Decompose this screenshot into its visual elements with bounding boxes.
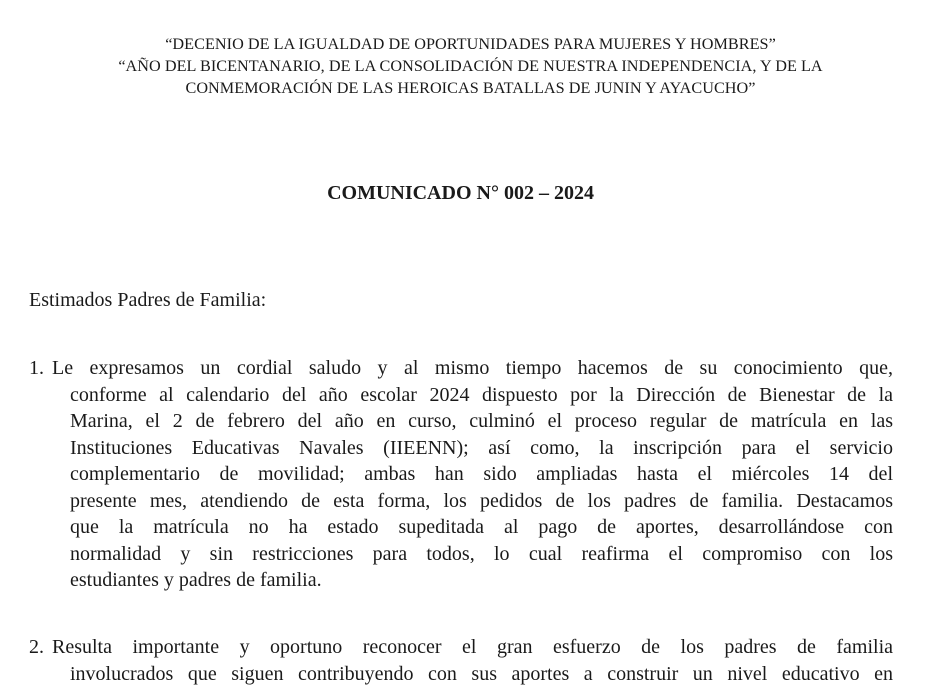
paragraph-line: presente mes, atendiendo de esta forma, los pedidos de los padres de familia. Destacamos xyxy=(70,488,893,515)
paragraph-line: normalidad y sin restricciones para todos, lo cual reafirma el compromiso con los xyxy=(70,541,893,568)
list-item-1 xyxy=(29,355,893,594)
list-item-2 xyxy=(29,634,893,687)
header-line-2: “AÑO DEL BICENTANARIO, DE LA CONSOLIDACIÓN DE NUESTRA INDEPENDENCIA, Y DE LA xyxy=(20,55,921,77)
paragraph-line: 1. Le expresamos un cordial saludo y al mismo tiempo hacemos de su conocimiento que, xyxy=(29,355,893,382)
header-line-1: “DECENIO DE LA IGUALDAD DE OPORTUNIDADES PARA MUJERES Y HOMBRES” xyxy=(20,33,921,55)
header-line-3: CONMEMORACIÓN DE LAS HEROICAS BATALLAS DE JUNIN Y AYACUCHO” xyxy=(20,77,921,99)
paragraph-line: complementario de movilidad; ambas han sido ampliadas hasta el miércoles 14 del xyxy=(70,461,893,488)
document-header xyxy=(20,33,921,99)
paragraph-line: involucrados que siguen contribuyendo con sus aportes a construir un nivel educativo en xyxy=(70,661,893,687)
item-number: 2. xyxy=(29,636,44,658)
document-title: COMUNICADO N° 002 – 2024 xyxy=(0,181,921,205)
salutation: Estimados Padres de Familia: xyxy=(29,288,266,312)
paragraph-line: conforme al calendario del año escolar 2024 dispuesto por la Dirección de Bienestar de la xyxy=(70,382,893,409)
paragraph-line: que la matrícula no ha estado supeditada al pago de aportes, desarrollándose con xyxy=(70,514,893,541)
paragraph-line: Instituciones Educativas Navales (IIEENN); así como, la inscripción para el servicio xyxy=(70,435,893,462)
paragraph-line: estudiantes y padres de familia. xyxy=(70,567,893,594)
item-number: 1. xyxy=(29,357,44,379)
paragraph-line: Marina, el 2 de febrero del año en curso, culminó el proceso regular de matrícula en las xyxy=(70,408,893,435)
paragraph-line: 2. Resulta importante y oportuno reconocer el gran esfuerzo de los padres de familia xyxy=(29,634,893,661)
